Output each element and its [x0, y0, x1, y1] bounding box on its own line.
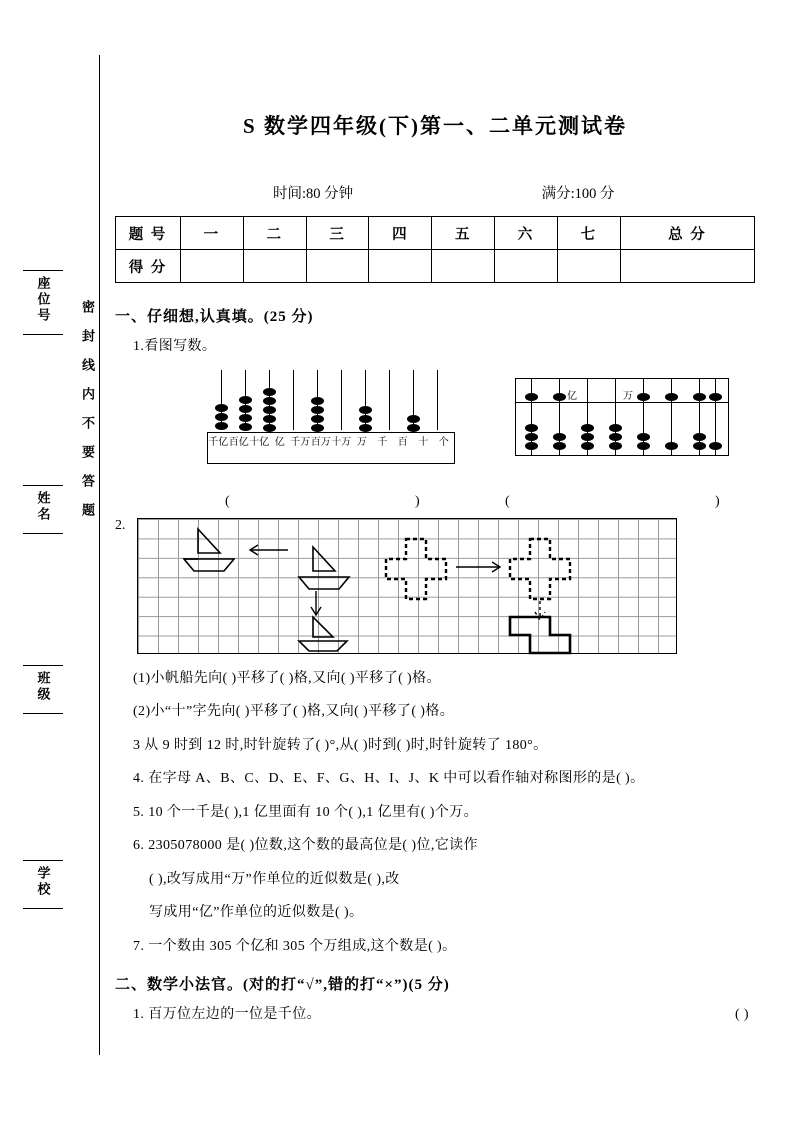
score-table-col-3: 三 [306, 217, 369, 250]
score-table [115, 216, 755, 283]
question-1-2-line1: (1)小帆船先向( )平移了( )格,又向( )平移了( )格。 [133, 670, 441, 686]
abacus-label-yi: 亿 [567, 390, 577, 402]
score-table-row-label-1: 题 号 [116, 217, 181, 250]
place-label-12: 个 [438, 436, 449, 448]
question-1-2-line2: (2)小“十”字先向( )平移了( )格,又向( )平移了( )格。 [133, 704, 455, 719]
table-row [116, 217, 755, 250]
score-table-col-4: 四 [369, 217, 432, 250]
score-table-col-5: 五 [432, 217, 495, 250]
place-label-2: 百亿 [228, 436, 249, 448]
answer-blank-left-close[interactable]: ) [415, 493, 420, 509]
place-value-label-box [207, 432, 455, 464]
question-1-2-figure [115, 518, 755, 658]
place-label-5: 千万 [290, 436, 311, 448]
answer-blank-right-open[interactable]: ( [505, 493, 510, 509]
question-1-4: 4. 在字母 A、B、C、D、E、F、G、H、I、J、K 中可以看作轴对称图形的是( )。 [133, 771, 645, 786]
score-cell-4[interactable] [369, 250, 432, 283]
score-cell-5[interactable] [432, 250, 495, 283]
place-label-3: 十亿 [249, 436, 270, 448]
grid-shapes [138, 519, 678, 655]
question-1-6-line1: 6. 2305078000 是( )位数,这个数的最高位是( )位,它读作 [133, 838, 478, 853]
question-1-1-text: 1.看图写数。 [133, 339, 217, 354]
place-label-8: 万 [356, 436, 367, 448]
score-table-col-1: 一 [181, 217, 244, 250]
field-name [22, 480, 64, 539]
score-table-row-label-2: 得 分 [116, 250, 181, 283]
field-class [22, 660, 64, 719]
abacus-diagram [515, 378, 733, 468]
place-label-6: 百万 [310, 436, 331, 448]
score-cell-7[interactable] [557, 250, 620, 283]
question-1-7: 7. 一个数由 305 个亿和 305 个万组成,这个数是( )。 [133, 938, 457, 954]
score-table-col-total: 总 分 [620, 217, 754, 250]
translation-grid [137, 518, 677, 654]
exam-time: 时间:80 分钟 [273, 186, 354, 202]
question-2-1-answer-mark[interactable]: ( ) [734, 1007, 749, 1022]
question-2-1 [133, 1003, 755, 1028]
field-seat-number-label: 座位号 [35, 276, 51, 324]
score-cell-3[interactable] [306, 250, 369, 283]
field-school-label: 学校 [35, 866, 51, 898]
score-table-col-7: 七 [557, 217, 620, 250]
place-label-11: 十 [418, 436, 429, 448]
margin-divider-line [99, 55, 100, 1055]
field-class-label: 班级 [35, 671, 51, 703]
seal-line-text: 密封线内不要答题 [80, 300, 95, 532]
answer-blank-right-close[interactable]: ) [715, 493, 720, 509]
question-2-1-text: 1. 百万位左边的一位是千位。 [133, 1007, 321, 1022]
table-row [116, 250, 755, 283]
place-label-1: 千亿 [208, 436, 229, 448]
question-1-3: 3 从 9 时到 12 时,时针旋转了( )°,从( )时到( )时,时针旋转了 180°。 [133, 737, 548, 753]
field-school [22, 855, 64, 914]
question-1-1-answer-row [115, 494, 755, 514]
place-label-7: 十万 [331, 436, 352, 448]
exam-meta [115, 182, 755, 203]
question-1-6-line2: ( ),改写成用“万”作单位的近似数是( ),改 [149, 871, 400, 887]
question-1-2-number: 2. [115, 517, 126, 533]
question-1-1-figures [115, 364, 755, 494]
question-1-6-line3: 写成用“亿”作单位的近似数是( )。 [149, 905, 364, 920]
left-margin-strip [0, 0, 100, 1122]
section-2-heading: 二、数学小法官。(对的打“√”,错的打“×”)(5 分) [115, 977, 450, 993]
place-value-rod-diagram [207, 364, 457, 472]
score-cell-1[interactable] [181, 250, 244, 283]
field-seat-number [22, 265, 64, 340]
exam-full-score: 满分:100 分 [541, 186, 615, 202]
score-cell-6[interactable] [495, 250, 558, 283]
score-table-col-2: 二 [243, 217, 306, 250]
place-label-10: 百 [397, 436, 408, 448]
score-cell-2[interactable] [243, 250, 306, 283]
section-1-heading: 一、仔细想,认真填。(25 分) [115, 309, 314, 325]
question-1-5: 5. 10 个一千是( ),1 亿里面有 10 个( ),1 亿里有( )个万。 [133, 804, 478, 820]
exam-paper [115, 55, 755, 1028]
score-cell-total[interactable] [620, 250, 754, 283]
page-title: S 数学四年级(下)第一、二单元测试卷 [243, 114, 627, 138]
answer-blank-left-open[interactable]: ( [225, 493, 230, 509]
abacus-label-wan: 万 [623, 390, 633, 402]
field-name-label: 姓名 [35, 491, 51, 523]
place-label-4: 亿 [274, 436, 285, 448]
score-table-col-6: 六 [495, 217, 558, 250]
place-label-9: 千 [377, 436, 388, 448]
